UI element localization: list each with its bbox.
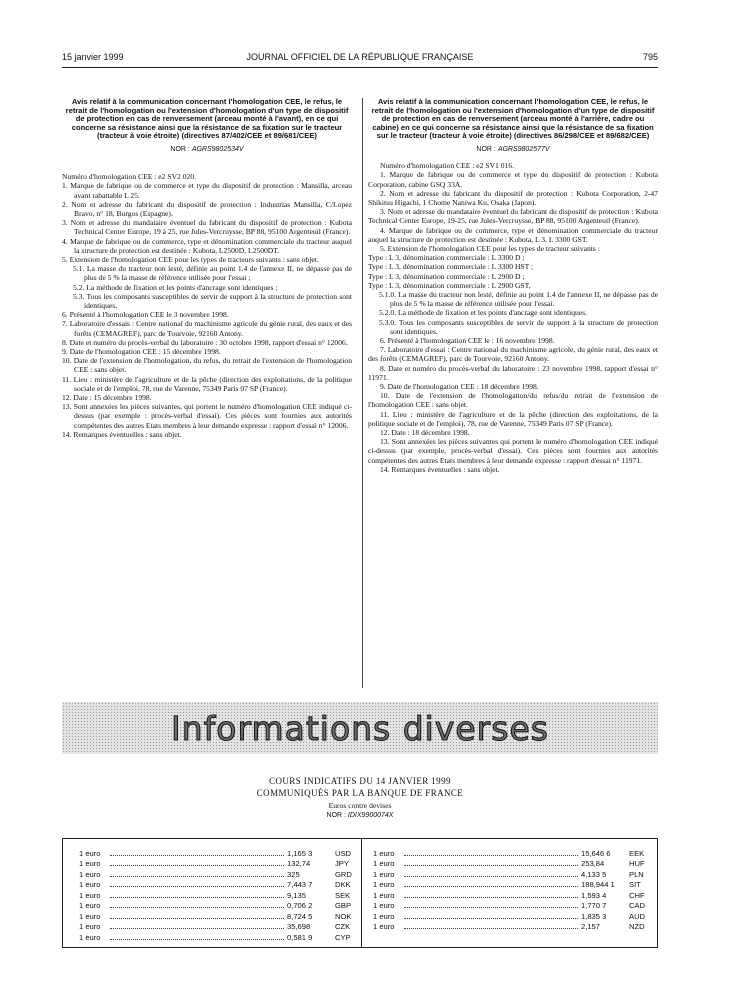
dot-leader [110, 897, 284, 898]
dot-leader [404, 907, 578, 908]
currency-code: CHF [629, 890, 645, 900]
table-row [373, 900, 653, 911]
column-divider [362, 98, 363, 688]
rate-value: 9,135 [287, 890, 307, 900]
currency-code: EEK [629, 848, 645, 858]
rate-value: 0,706 2 [287, 901, 313, 910]
nor-reference [62, 145, 352, 154]
table-row [79, 931, 359, 942]
list-item: 2. Nom et adresse du fabricant du dispositif de protection : Industrias Mansilla, C/Lopez Bravo, n° 18, Burgos (Espagne). [62, 199, 352, 218]
rates-left-column [79, 847, 359, 942]
rate-unit: 1 euro [79, 932, 101, 942]
homologation-number: Numéro d'homologation CEE : e2 SV2 020. [62, 172, 197, 182]
list-item: 4. Marque de fabrique ou de commerce, type et dénomination commerciale du tracteur auquel la structure de protection est destinée : Kubota, L2500D, L2500DT. [62, 236, 352, 255]
rate-unit: 1 euro [79, 901, 101, 910]
rate-unit: 1 euro [373, 848, 395, 858]
sub-item: 5.2. La méthode de fixation et les points d'ancrage sont identiques ; [73, 282, 278, 292]
list-item: 12. Date : 15 décembre 1998. [62, 393, 152, 403]
list-item: 5. Extension de l'homologation CEE pour les types de tracteurs suivants : sans objet. [62, 255, 319, 264]
rate-value: 1,165 3 [287, 848, 313, 858]
rate-unit: 1 euro [79, 859, 101, 868]
list-item: 5. Extension de l'homologation CEE pour les types de tracteur suivants : [380, 244, 600, 253]
table-row [79, 910, 359, 921]
nor-code: IDIX9900074X [347, 812, 394, 819]
list-item: 14. Remarques éventuelles : sans objet. [380, 464, 500, 474]
sub-item: 5.2.0. La méthode de fixation et les points d'ancrage sont identiques. [379, 308, 588, 318]
table-row [373, 847, 653, 858]
table-row [79, 900, 359, 911]
sub-item: 5.3.0. Tous les composants susceptibles de servir de support à la structure de protection sont identiques. [379, 317, 658, 336]
page-header [62, 52, 658, 66]
list-item: 13. Sont annexées les pièces suivantes qui portent le numéro d'homologation CEE indiqué ci-dessus (par exemple, procès-verbal d'essai). Ces pièces sont fournies aux autorités compétentes des autres Etats membres à leur demande expresse : rapport d'essai n° 11971. [368, 437, 658, 465]
nor-code: AGRS9802534V [191, 145, 244, 153]
list-item: 7. Laboratoire d'essais : Centre national du machinisme agricole du génie rural, des eaux et des forêts (CEMAGREF), parc de Tourvoie, 92160 Antony. [62, 319, 352, 338]
rate-unit: 1 euro [79, 880, 101, 889]
list-item: 9. Date de l'homologation CEE : 18 décembre 1998. [380, 382, 539, 392]
dot-leader [110, 907, 284, 908]
rate-value: 132,74 [287, 859, 311, 868]
list-item: 6. Présenté à l'homologation CEE le : 16 novembre 1998. [380, 336, 555, 346]
table-divider [361, 839, 362, 947]
list-item: 1. Marque de fabrique ou de commerce et type du dispositif de protection : Kubota Corporation, cabine GSQ 33A. [368, 170, 658, 189]
sub-item: 5.1.0. La masse du tracteur non lesté, définie au point 1.4 de l'annexe II, ne dépasse pas de plus de 5 % la masse de référence utilisée pour l'essai. [379, 290, 658, 309]
table-row [79, 868, 359, 879]
dot-leader [404, 897, 578, 898]
list-item: 13. Sont annexées les pièces suivantes, qui portent le numéro d'homologation CEE indiqué ci-dessus (par exemple : procès-verbal d'essai). Ces pièces sont fournies aux autorités compétentes des autres Etats membres à leur demande expresse : rapport d'essai n° 12006. [62, 402, 352, 430]
rate-value: 1,593 4 [581, 890, 607, 900]
list-item: 8. Date et numéro du procès-verbal du laboratoire : 23 novembre 1998, rapport d'essai n° 11971. [368, 363, 658, 382]
tractor-type: Type : L 3, dénomination commerciale : L 3300 D ; [368, 253, 525, 263]
dot-leader [110, 886, 284, 887]
exchange-rates-heading [62, 775, 658, 821]
table-row [79, 879, 359, 890]
currency-code: GRD [335, 869, 352, 879]
list-item: 6. Présenté à l'homologation CEE le 3 novembre 1998. [62, 310, 229, 320]
currency-code: AUD [629, 911, 646, 921]
rate-value: 4,133 5 [581, 869, 607, 879]
table-row [373, 921, 653, 932]
rate-unit: 1 euro [373, 911, 395, 921]
notice-right [368, 98, 658, 474]
dot-leader [404, 918, 578, 919]
rate-unit: 1 euro [373, 859, 395, 868]
list-item: 2. Nom et adresse du fabricant du dispositif de protection : Kubota Corporation, 2-47 Shikitsu Higachi, 1 Chome Naniwa Ku, Osaka (Japon). [368, 188, 658, 207]
dot-leader [110, 928, 284, 929]
nor-label: NOR : [170, 145, 190, 153]
rate-unit: 1 euro [373, 880, 395, 889]
cours-title: COURS INDICATIFS DU 14 JANVIER 1999 [269, 776, 451, 786]
currency-code: SEK [335, 890, 351, 900]
rate-value: 0,581 9 [287, 932, 313, 942]
rate-value: 35,698 [287, 922, 311, 931]
table-row [373, 868, 653, 879]
list-item: 3. Nom et adresse du mandataire éventuel du fabricant du dispositif de protection : Kubota Technical Center Europe, 19-25, rue Jules-Vercruysse, BP 88, 95100 Argenteuil (France). [368, 207, 658, 226]
table-row [373, 889, 653, 900]
table-row [79, 858, 359, 869]
exchange-rates-table [62, 838, 658, 948]
dot-leader [110, 876, 284, 877]
sub-item: 5.3. Tous les composants susceptibles de servir de support à la structure de protection sont identiques. [73, 291, 352, 311]
rate-unit: 1 euro [373, 890, 395, 900]
nor-label: NOR : [476, 145, 496, 153]
rate-unit: 1 euro [79, 890, 101, 900]
list-item: 4. Marque de fabrique ou de commerce, type et dénomination commerciale du tracteur auquel la structure de protection est destinée : Kubota, L 3, L 3300 GST. [368, 225, 658, 244]
rate-value: 1,835 3 [581, 911, 607, 921]
notice-title: Avis relatif à la communication concernant l'homologation CEE, le refus, le retrait de l'homologation ou l'extension d'homologation d'un type de dispositif de protection en cas de renversement (arceau monté à l'avant), en ce qui concerne sa résistance ainsi que la résistance de sa fixation sur le tracteur (tracteur à voie étroite) (directives 87/402/CEE et 89/681/CEE) [65, 97, 349, 141]
currency-code: NOK [335, 911, 352, 921]
dot-leader [110, 865, 284, 866]
rate-value: 8,724 5 [287, 911, 313, 921]
rate-value: 15,646 6 [581, 848, 611, 858]
tractor-type: Type : L 3, dénomination commerciale : L 2900 D ; [368, 271, 525, 281]
nor-reference [368, 145, 658, 154]
dot-leader [404, 855, 578, 856]
currency-code: CZK [335, 922, 351, 931]
dot-leader [110, 939, 284, 940]
rate-unit: 1 euro [373, 869, 395, 879]
list-item: 11. Lieu : ministère de l'agriculture et de la pêche (direction des exploitations, de la politique sociale et de l'emploi), 78, rue de Varenne, 75349 Paris 07 SP (France). [368, 409, 658, 428]
rate-value: 2,157 [581, 922, 601, 931]
notice-left [62, 98, 352, 439]
currency-code: DKK [335, 880, 351, 889]
homologation-number: Numéro d'homologation CEE : e2 SV1 016. [380, 161, 515, 171]
table-row [373, 858, 653, 869]
rate-value: 1,770 7 [581, 901, 607, 910]
list-item: 10. Date de l'extension de l'homologation, du refus, du retrait de l'extension de l'homologation CEE : sans objet. [62, 356, 352, 375]
rate-value: 325 [287, 869, 300, 879]
table-row [373, 879, 653, 890]
sub-item: 5.1. La masse du tracteur non lesté, définie au point 1.4 de l'annexe II, ne dépasse pas de plus de 5 % la masse de référence utilisée pour l'essai ; [73, 264, 352, 283]
currency-code: NZD [629, 922, 645, 931]
dot-leader [404, 876, 578, 877]
currency-code: CAD [629, 901, 646, 910]
currency-code: HUF [629, 859, 645, 868]
rate-value: 188,944 1 [581, 880, 615, 889]
nor-code: AGRS9802577V [497, 145, 550, 153]
dot-leader [404, 928, 578, 929]
tractor-type: Type : L 3, dénomination commerciale : L 2900 GST, [368, 280, 531, 290]
rates-right-column [373, 847, 653, 931]
rate-unit: 1 euro [373, 901, 395, 910]
list-item: 1. Marque de fabrique ou de commerce et type du dispositif de protection : Mansilla, arceau avant rabattable L 25. [62, 181, 352, 200]
tractor-type: Type : L 3, dénomination commerciale : L 3300 HST ; [368, 262, 534, 272]
dot-leader [404, 865, 578, 866]
dot-leader [404, 886, 578, 887]
list-item: 7. Laboratoire d'essai : Centre national du machinisme agricole, du génie rural, des eaux et des forêts (CEMAGREF), parc de Tourvoie, 92160 Antony. [368, 345, 658, 364]
header-date: 15 janvier 1999 [62, 52, 124, 62]
rate-value: 253,84 [581, 859, 605, 868]
list-item: 8. Date et numéro du procès-verbal du laboratoire : 30 octobre 1998, rapport d'essai n° 12006. [62, 337, 348, 347]
currency-code: PLN [629, 869, 644, 879]
list-item: 12. Date : 18 décembre 1998. [380, 428, 470, 438]
table-row [79, 921, 359, 932]
journal-title: JOURNAL OFFICIEL DE LA RÉPUBLIQUE FRANÇAISE [246, 52, 474, 62]
section-banner [62, 702, 658, 754]
rate-unit: 1 euro [79, 848, 101, 858]
nor-label: NOR : [326, 812, 346, 819]
dot-leader [110, 855, 284, 856]
table-row [79, 847, 359, 858]
list-item: 11. Lieu : ministère de l'agriculture et de la pêche (direction des exploitations, de la politique sociale et de l'emploi, 78, rue de Varenne, 75349 Paris 07 SP (France). [62, 374, 352, 393]
cours-caption: Euros contre devises [328, 801, 392, 810]
banner-title: Informations diverses [171, 708, 549, 748]
currency-code: SIT [629, 880, 641, 889]
table-row [373, 910, 653, 921]
rate-value: 7,443 7 [287, 880, 313, 889]
table-row [79, 889, 359, 900]
rate-unit: 1 euro [79, 869, 101, 879]
rate-unit: 1 euro [79, 922, 101, 931]
page-number: 795 [642, 52, 658, 62]
currency-code: JPY [335, 859, 349, 868]
dot-leader [110, 918, 284, 919]
list-item: 3. Nom et adresse du mandataire éventuel du fabricant du dispositif de protection : Kubota Technical Center Europe, 19 à 25, rue Jules-Vercruysse, BP 88, 95100 Argenteuil (France). [62, 218, 352, 237]
cours-subtitle: COMMUNIQUÉS PAR LA BANQUE DE FRANCE [256, 788, 464, 798]
header-rule [62, 67, 658, 68]
notice-title: Avis relatif à la communication concernant l'homologation CEE, le refus, le retrait de l'homologation ou l'extension d'homologation d'un type de dispositif de protection en cas de renversement (arceau monté à l'arrière, cadre ou cabine) en ce qui concerne sa résistance ainsi que la résistance de sa fixation sur le tracteur (tracteur à voie étroite) (directives 86/298/CEE et 89/682/CEE) [371, 97, 655, 141]
list-item: 10. Date de l'extension de l'homologation/du refus/du retrait de l'extension de l'homologation CEE : sans objet. [368, 391, 658, 410]
rate-unit: 1 euro [373, 922, 395, 931]
rate-unit: 1 euro [79, 911, 101, 921]
list-item: 14. Remarques éventuelles : sans objet. [62, 429, 182, 439]
currency-code: USD [335, 848, 352, 858]
nor-reference [62, 811, 658, 821]
list-item: 9. Date de l'homologation CEE : 15 décembre 1998. [62, 347, 221, 357]
currency-code: CYP [335, 932, 351, 942]
currency-code: GBP [335, 901, 352, 910]
